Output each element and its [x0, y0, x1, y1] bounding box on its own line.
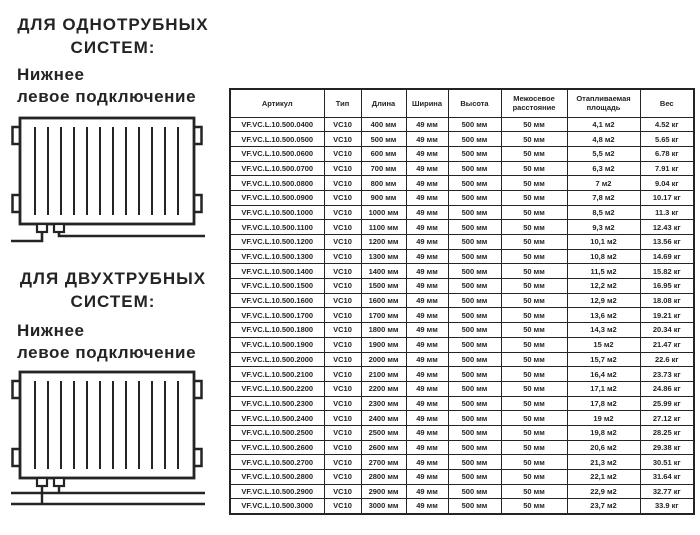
table-cell: 20,6 м2 [567, 440, 640, 455]
table-cell: VC10 [324, 249, 361, 264]
table-cell: 49 мм [406, 235, 448, 250]
table-cell: 9,3 м2 [567, 220, 640, 235]
table-cell: VF.VC.L.10.500.2600 [230, 440, 324, 455]
table-cell: 49 мм [406, 381, 448, 396]
section-heading-two-pipe [6, 268, 220, 314]
table-row [230, 146, 694, 161]
connection-line: Нижнее [17, 65, 85, 84]
table-cell: VF.VC.L.10.500.2700 [230, 455, 324, 470]
table-row [230, 470, 694, 485]
table-cell: 50 мм [501, 117, 567, 132]
table-cell: 12,9 м2 [567, 293, 640, 308]
table-cell: 500 мм [448, 249, 501, 264]
table-cell: 1400 мм [361, 264, 406, 279]
table-cell: 50 мм [501, 293, 567, 308]
table-row [230, 264, 694, 279]
table-cell: 1100 мм [361, 220, 406, 235]
table-cell: VC10 [324, 425, 361, 440]
table-cell: 500 мм [448, 235, 501, 250]
table-cell: 500 мм [448, 205, 501, 220]
table-cell: 14,3 м2 [567, 323, 640, 338]
table-row [230, 499, 694, 514]
section-heading-single-pipe [6, 14, 220, 60]
table-cell: VC10 [324, 132, 361, 147]
table-cell: VC10 [324, 411, 361, 426]
table-cell: 49 мм [406, 132, 448, 147]
table-row [230, 440, 694, 455]
table-cell: VC10 [324, 190, 361, 205]
table-cell: 32.77 кг [640, 484, 694, 499]
table-row [230, 235, 694, 250]
table-row [230, 176, 694, 191]
table-row [230, 132, 694, 147]
table-cell: 31.64 кг [640, 470, 694, 485]
column-header: Вес [640, 89, 694, 117]
table-cell: 49 мм [406, 308, 448, 323]
table-cell: 11,5 м2 [567, 264, 640, 279]
table-cell: 27.12 кг [640, 411, 694, 426]
table-cell: VF.VC.L.10.500.0600 [230, 146, 324, 161]
radiator-diagram-two-pipe [9, 368, 213, 510]
table-cell: 7.91 кг [640, 161, 694, 176]
table-cell: VF.VC.L.10.500.1600 [230, 293, 324, 308]
table-cell: 6.78 кг [640, 146, 694, 161]
table-cell: 500 мм [448, 470, 501, 485]
table-cell: VF.VC.L.10.500.0800 [230, 176, 324, 191]
table-cell: 49 мм [406, 440, 448, 455]
table-cell: 500 мм [448, 352, 501, 367]
table-cell: VF.VC.L.10.500.3000 [230, 499, 324, 514]
table-cell: VC10 [324, 381, 361, 396]
table-cell: 500 мм [448, 425, 501, 440]
column-header: Артикул [230, 89, 324, 117]
table-cell: 49 мм [406, 205, 448, 220]
table-cell: 50 мм [501, 411, 567, 426]
table-cell: 50 мм [501, 323, 567, 338]
table-cell: 5,5 м2 [567, 146, 640, 161]
table-cell: 50 мм [501, 367, 567, 382]
column-header: Ширина [406, 89, 448, 117]
table-cell: VC10 [324, 235, 361, 250]
table-cell: VF.VC.L.10.500.2300 [230, 396, 324, 411]
table-cell: 50 мм [501, 470, 567, 485]
connection-label-single-pipe [17, 64, 227, 108]
table-cell: 25.99 кг [640, 396, 694, 411]
table-cell: 500 мм [448, 499, 501, 514]
table-cell: 49 мм [406, 117, 448, 132]
column-header: Тип [324, 89, 361, 117]
table-cell: 500 мм [448, 411, 501, 426]
table-cell: VC10 [324, 161, 361, 176]
table-cell: 23,7 м2 [567, 499, 640, 514]
table-cell: 3000 мм [361, 499, 406, 514]
table-cell: 50 мм [501, 484, 567, 499]
table-cell: 500 мм [448, 293, 501, 308]
table-cell: 49 мм [406, 279, 448, 294]
table-cell: VF.VC.L.10.500.1700 [230, 308, 324, 323]
table-cell: 1500 мм [361, 279, 406, 294]
table-cell: 10,1 м2 [567, 235, 640, 250]
table-row [230, 117, 694, 132]
table-cell: VC10 [324, 499, 361, 514]
table-cell: 49 мм [406, 411, 448, 426]
table-cell: 4,8 м2 [567, 132, 640, 147]
table-cell: 2700 мм [361, 455, 406, 470]
table-cell: 14.69 кг [640, 249, 694, 264]
table-cell: 49 мм [406, 293, 448, 308]
table-cell: 15.82 кг [640, 264, 694, 279]
table-cell: 500 мм [448, 132, 501, 147]
table-cell: 11.3 кг [640, 205, 694, 220]
table-cell: 1800 мм [361, 323, 406, 338]
table-cell: 7 м2 [567, 176, 640, 191]
table-cell: VF.VC.L.10.500.2000 [230, 352, 324, 367]
table-cell: 500 мм [448, 117, 501, 132]
spec-table-container [229, 88, 695, 515]
table-cell: 500 мм [448, 323, 501, 338]
table-cell: 21,3 м2 [567, 455, 640, 470]
table-row [230, 411, 694, 426]
table-cell: 50 мм [501, 249, 567, 264]
table-cell: 1200 мм [361, 235, 406, 250]
table-cell: 49 мм [406, 161, 448, 176]
table-cell: 5.65 кг [640, 132, 694, 147]
table-cell: VC10 [324, 308, 361, 323]
table-row [230, 161, 694, 176]
table-cell: 12,2 м2 [567, 279, 640, 294]
table-cell: VF.VC.L.10.500.1900 [230, 337, 324, 352]
table-cell: 33.9 кг [640, 499, 694, 514]
table-cell: 50 мм [501, 176, 567, 191]
table-cell: 2100 мм [361, 367, 406, 382]
table-cell: 49 мм [406, 264, 448, 279]
table-cell: 16.95 кг [640, 279, 694, 294]
table-cell: 49 мм [406, 337, 448, 352]
table-cell: 17,8 м2 [567, 396, 640, 411]
table-cell: VF.VC.L.10.500.1000 [230, 205, 324, 220]
table-cell: 49 мм [406, 470, 448, 485]
table-cell: 22,9 м2 [567, 484, 640, 499]
table-cell: 900 мм [361, 190, 406, 205]
table-cell: 28.25 кг [640, 425, 694, 440]
table-cell: 49 мм [406, 146, 448, 161]
table-cell: 49 мм [406, 396, 448, 411]
table-cell: 21.47 кг [640, 337, 694, 352]
table-cell: 2200 мм [361, 381, 406, 396]
table-cell: 50 мм [501, 455, 567, 470]
table-cell: 2900 мм [361, 484, 406, 499]
table-cell: 17,1 м2 [567, 381, 640, 396]
table-cell: 50 мм [501, 352, 567, 367]
table-cell: 49 мм [406, 425, 448, 440]
table-row [230, 293, 694, 308]
table-cell: 7,8 м2 [567, 190, 640, 205]
table-cell: 29.38 кг [640, 440, 694, 455]
table-cell: VC10 [324, 146, 361, 161]
table-row [230, 484, 694, 499]
table-cell: 30.51 кг [640, 455, 694, 470]
table-cell: 50 мм [501, 337, 567, 352]
table-header-row [230, 89, 694, 117]
table-cell: 49 мм [406, 323, 448, 338]
table-cell: 500 мм [448, 161, 501, 176]
table-cell: 1300 мм [361, 249, 406, 264]
table-cell: 9.04 кг [640, 176, 694, 191]
table-cell: 500 мм [448, 264, 501, 279]
table-cell: VF.VC.L.10.500.0700 [230, 161, 324, 176]
table-cell: 500 мм [448, 484, 501, 499]
radiator-spec-table [229, 88, 695, 515]
table-cell: VC10 [324, 367, 361, 382]
table-cell: 22,1 м2 [567, 470, 640, 485]
table-cell: 50 мм [501, 396, 567, 411]
table-cell: 50 мм [501, 499, 567, 514]
heading-line: СИСТЕМ: [70, 37, 156, 57]
table-cell: 50 мм [501, 132, 567, 147]
table-cell: 49 мм [406, 499, 448, 514]
table-cell: 50 мм [501, 161, 567, 176]
table-cell: 50 мм [501, 440, 567, 455]
table-cell: 500 мм [448, 440, 501, 455]
table-row [230, 352, 694, 367]
table-cell: VF.VC.L.10.500.2900 [230, 484, 324, 499]
table-cell: VC10 [324, 323, 361, 338]
table-cell: 6,3 м2 [567, 161, 640, 176]
table-cell: VC10 [324, 279, 361, 294]
table-cell: 1700 мм [361, 308, 406, 323]
table-cell: 400 мм [361, 117, 406, 132]
table-cell: 50 мм [501, 190, 567, 205]
table-row [230, 279, 694, 294]
table-cell: 13.56 кг [640, 235, 694, 250]
table-cell: 50 мм [501, 279, 567, 294]
table-row [230, 367, 694, 382]
connection-line: Нижнее [17, 321, 85, 340]
table-cell: 4,1 м2 [567, 117, 640, 132]
table-cell: 18.08 кг [640, 293, 694, 308]
table-cell: VF.VC.L.10.500.0400 [230, 117, 324, 132]
table-cell: VC10 [324, 293, 361, 308]
table-row [230, 337, 694, 352]
heading-line: ДЛЯ ДВУХТРУБНЫХ [19, 269, 207, 288]
heading-line: ДЛЯ ОДНОТРУБНЫХ [17, 15, 209, 34]
table-cell: 800 мм [361, 176, 406, 191]
table-cell: 10,8 м2 [567, 249, 640, 264]
table-cell: VC10 [324, 396, 361, 411]
table-cell: 500 мм [448, 381, 501, 396]
table-cell: 19,8 м2 [567, 425, 640, 440]
table-cell: VC10 [324, 337, 361, 352]
table-cell: 8,5 м2 [567, 205, 640, 220]
table-cell: 500 мм [448, 367, 501, 382]
table-cell: 1000 мм [361, 205, 406, 220]
table-cell: VC10 [324, 117, 361, 132]
table-cell: VF.VC.L.10.500.1800 [230, 323, 324, 338]
table-cell: 19 м2 [567, 411, 640, 426]
table-cell: VF.VC.L.10.500.2100 [230, 367, 324, 382]
table-cell: 50 мм [501, 425, 567, 440]
table-cell: 13,6 м2 [567, 308, 640, 323]
connection-line: левое подключение [17, 87, 197, 107]
table-cell: 12.43 кг [640, 220, 694, 235]
radiator-diagram-single-pipe [9, 114, 213, 248]
table-row [230, 381, 694, 396]
table-cell: 49 мм [406, 220, 448, 235]
table-cell: VF.VC.L.10.500.2500 [230, 425, 324, 440]
table-cell: 15 м2 [567, 337, 640, 352]
table-cell: VF.VC.L.10.500.0900 [230, 190, 324, 205]
heading-line: СИСТЕМ: [70, 291, 156, 311]
table-cell: 500 мм [448, 146, 501, 161]
column-header: Длина [361, 89, 406, 117]
table-cell: VF.VC.L.10.500.2800 [230, 470, 324, 485]
table-cell: 16,4 м2 [567, 367, 640, 382]
table-cell: 49 мм [406, 367, 448, 382]
table-cell: VC10 [324, 264, 361, 279]
table-cell: VC10 [324, 220, 361, 235]
table-row [230, 220, 694, 235]
left-panel [0, 0, 228, 535]
table-cell: 500 мм [448, 220, 501, 235]
table-cell: 20.34 кг [640, 323, 694, 338]
column-header: Высота [448, 89, 501, 117]
table-cell: 600 мм [361, 146, 406, 161]
table-cell: VF.VC.L.10.500.1100 [230, 220, 324, 235]
table-cell: 1900 мм [361, 337, 406, 352]
table-cell: 2000 мм [361, 352, 406, 367]
table-cell: 2800 мм [361, 470, 406, 485]
table-cell: 50 мм [501, 381, 567, 396]
table-cell: 2600 мм [361, 440, 406, 455]
table-row [230, 425, 694, 440]
table-row [230, 323, 694, 338]
table-cell: VC10 [324, 440, 361, 455]
table-cell: 50 мм [501, 146, 567, 161]
table-cell: 49 мм [406, 249, 448, 264]
table-cell: VC10 [324, 470, 361, 485]
table-cell: 500 мм [361, 132, 406, 147]
table-cell: 500 мм [448, 455, 501, 470]
table-cell: 49 мм [406, 190, 448, 205]
table-cell: 19.21 кг [640, 308, 694, 323]
table-row [230, 455, 694, 470]
table-row [230, 396, 694, 411]
table-cell: 2400 мм [361, 411, 406, 426]
table-cell: 2500 мм [361, 425, 406, 440]
table-row [230, 190, 694, 205]
table-cell: 500 мм [448, 396, 501, 411]
column-header: Межосевое расстояние [501, 89, 567, 117]
table-cell: VC10 [324, 205, 361, 220]
table-cell: 49 мм [406, 484, 448, 499]
table-cell: 15,7 м2 [567, 352, 640, 367]
table-cell: 500 мм [448, 176, 501, 191]
table-cell: 50 мм [501, 205, 567, 220]
table-cell: 500 мм [448, 308, 501, 323]
table-cell: 24.86 кг [640, 381, 694, 396]
table-row [230, 205, 694, 220]
table-cell: 22.6 кг [640, 352, 694, 367]
table-row [230, 308, 694, 323]
table-cell: 700 мм [361, 161, 406, 176]
table-cell: 49 мм [406, 176, 448, 191]
table-cell: VC10 [324, 484, 361, 499]
table-cell: 49 мм [406, 455, 448, 470]
table-cell: 50 мм [501, 308, 567, 323]
table-cell: 50 мм [501, 220, 567, 235]
table-cell: 23.73 кг [640, 367, 694, 382]
table-cell: VC10 [324, 455, 361, 470]
table-cell: VF.VC.L.10.500.2400 [230, 411, 324, 426]
table-cell: 4.52 кг [640, 117, 694, 132]
table-cell: VF.VC.L.10.500.1300 [230, 249, 324, 264]
table-cell: 50 мм [501, 235, 567, 250]
table-cell: 49 мм [406, 352, 448, 367]
table-cell: VC10 [324, 352, 361, 367]
table-cell: VF.VC.L.10.500.1400 [230, 264, 324, 279]
table-cell: 500 мм [448, 279, 501, 294]
table-cell: VF.VC.L.10.500.2200 [230, 381, 324, 396]
table-cell: 1600 мм [361, 293, 406, 308]
table-cell: VF.VC.L.10.500.1200 [230, 235, 324, 250]
table-cell: 2300 мм [361, 396, 406, 411]
connection-line: левое подключение [17, 343, 197, 363]
table-cell: VC10 [324, 176, 361, 191]
table-cell: 10.17 кг [640, 190, 694, 205]
connection-label-two-pipe [17, 320, 227, 364]
table-cell: VF.VC.L.10.500.0500 [230, 132, 324, 147]
table-cell: 500 мм [448, 337, 501, 352]
table-row [230, 249, 694, 264]
table-cell: 500 мм [448, 190, 501, 205]
column-header: Отапливаемая площадь [567, 89, 640, 117]
table-cell: 50 мм [501, 264, 567, 279]
table-cell: VF.VC.L.10.500.1500 [230, 279, 324, 294]
